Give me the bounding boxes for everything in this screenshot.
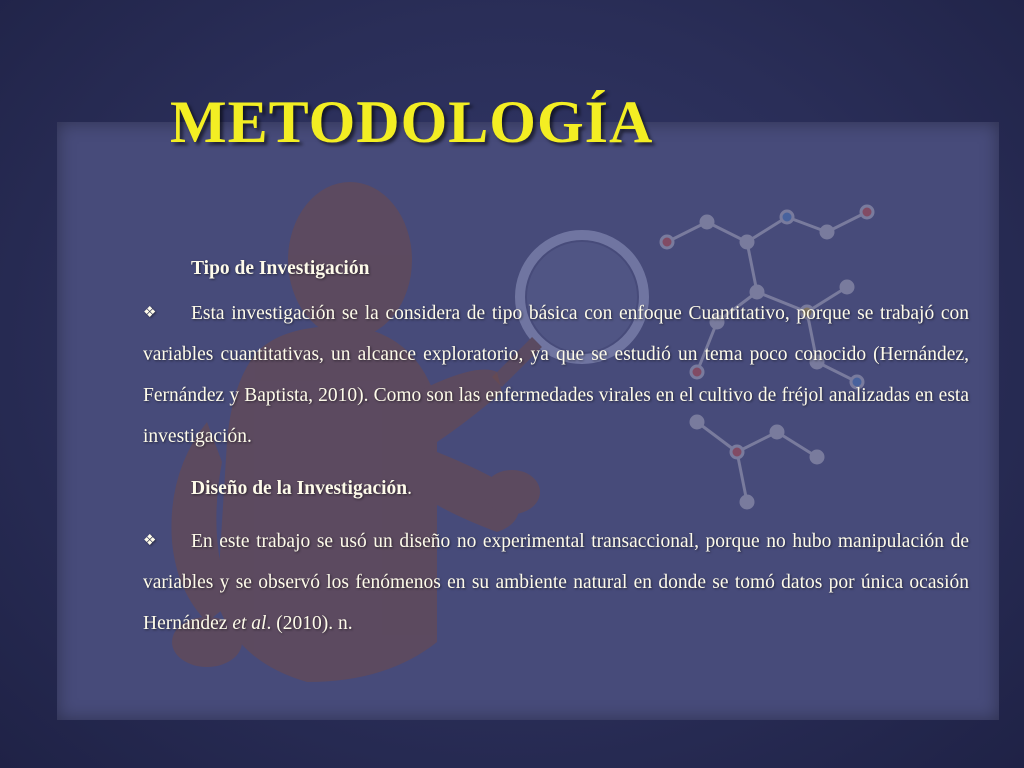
spacer — [143, 507, 969, 521]
slide-content — [143, 251, 969, 644]
section2-heading-suffix: . — [407, 478, 413, 499]
section2-paragraph — [143, 521, 969, 644]
leaf-bullet-icon: ❖ — [143, 305, 157, 321]
section1-paragraph-text: Esta investigación se la considera de tipo básica con enfoque Cuantitativo, porque se trabajó con variables cuantitativas, un alcance exploratorio, ya que se estudió un tema poco conocido (Hernández, Fernández y Baptista, 2010). Como son las enfermedades virales en el cultivo de fréjol analizadas en esta investigación. — [143, 303, 969, 447]
slide-title: METODOLOGÍA — [170, 89, 654, 155]
section1-paragraph — [143, 293, 969, 457]
section2-heading-text: Diseño de la Investigación — [191, 478, 408, 499]
section2-heading — [143, 471, 969, 507]
section1-heading — [143, 251, 969, 287]
section1-heading-text: Tipo de Investigación — [191, 258, 370, 279]
leaf-bullet-icon: ❖ — [143, 533, 157, 549]
section2-paragraph-end: . (2010). n. — [266, 613, 353, 634]
section2-paragraph-italic: et al — [232, 613, 267, 634]
section2-paragraph-start: En este trabajo se usó un diseño no experimental transaccional, porque no hubo manipulación de variables y se observó los fenómenos en su ambiente natural en donde se tomó datos por única ocasión Hernández — [143, 531, 969, 634]
spacer — [143, 457, 969, 471]
